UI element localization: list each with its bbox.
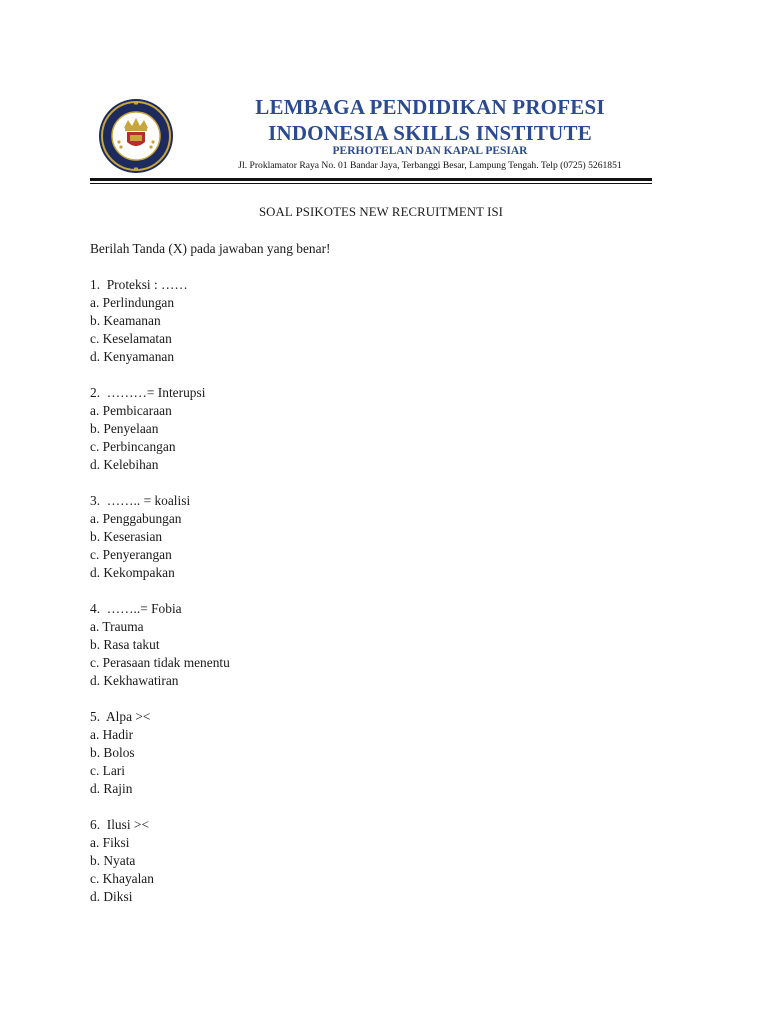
institute-seal-icon: [98, 98, 174, 174]
question-6: [90, 816, 690, 906]
question-prompt: 3. …….. = koalisi: [90, 493, 191, 508]
document-title: SOAL PSIKOTES NEW RECRUITMENT ISI: [258, 205, 504, 219]
question-prompt: 6. Ilusi ><: [90, 817, 149, 832]
answer-option: b. Keserasian: [90, 529, 163, 544]
answer-option: b. Rasa takut: [90, 637, 160, 652]
answer-option: c. Keselamatan: [90, 331, 172, 346]
question-4: [90, 600, 690, 690]
answer-option: c. Perbincangan: [90, 439, 176, 454]
answer-option: c. Khayalan: [90, 871, 154, 886]
answer-option: d. Kelebihan: [90, 457, 159, 472]
answer-option: b. Nyata: [90, 853, 136, 868]
question-1: [90, 276, 690, 366]
answer-option: a. Perlindungan: [90, 295, 175, 310]
answer-option: d. Kenyamanan: [90, 349, 175, 364]
question-2: [90, 384, 690, 474]
answer-option: c. Lari: [90, 763, 125, 778]
answer-option: d. Rajin: [90, 781, 133, 796]
question-prompt: 4. ……..= Fobia: [90, 601, 182, 616]
answer-option: b. Bolos: [90, 745, 135, 760]
answer-option: a. Pembicaraan: [90, 403, 172, 418]
letterhead-divider-thin: [90, 183, 652, 184]
question-prompt: 1. Proteksi : ……: [90, 277, 188, 292]
question-3: [90, 492, 690, 582]
institute-title-line2: INDONESIA SKILLS INSTITUTE: [268, 121, 592, 145]
answer-option: d. Kekhawatiran: [90, 673, 179, 688]
answer-option: a. Penggabungan: [90, 511, 182, 526]
answer-option: c. Penyerangan: [90, 547, 172, 562]
institute-address: Jl. Proklamator Raya No. 01 Bandar Jaya, Terbanggi Besar, Lampung Tengah. Telp (0725) 5261851: [238, 160, 622, 171]
answer-option: b. Keamanan: [90, 313, 161, 328]
document-body: [90, 240, 690, 906]
letterhead-divider-thick: [90, 178, 652, 181]
answer-option: a. Trauma: [90, 619, 144, 634]
answer-option: a. Fiksi: [90, 835, 130, 850]
answer-option: c. Perasaan tidak menentu: [90, 655, 230, 670]
instruction-text: Berilah Tanda (X) pada jawaban yang benar!: [90, 241, 331, 256]
question-prompt: 2. ………= Interupsi: [90, 385, 206, 400]
institute-subtitle: PERHOTELAN DAN KAPAL PESIAR: [332, 145, 528, 157]
answer-option: d. Kekompakan: [90, 565, 175, 580]
question-5: [90, 708, 690, 798]
institute-title-line1: LEMBAGA PENDIDIKAN PROFESI: [255, 95, 605, 119]
answer-option: d. Diksi: [90, 889, 133, 904]
answer-option: a. Hadir: [90, 727, 134, 742]
question-prompt: 5. Alpa ><: [90, 709, 151, 724]
answer-option: b. Penyelaan: [90, 421, 159, 436]
